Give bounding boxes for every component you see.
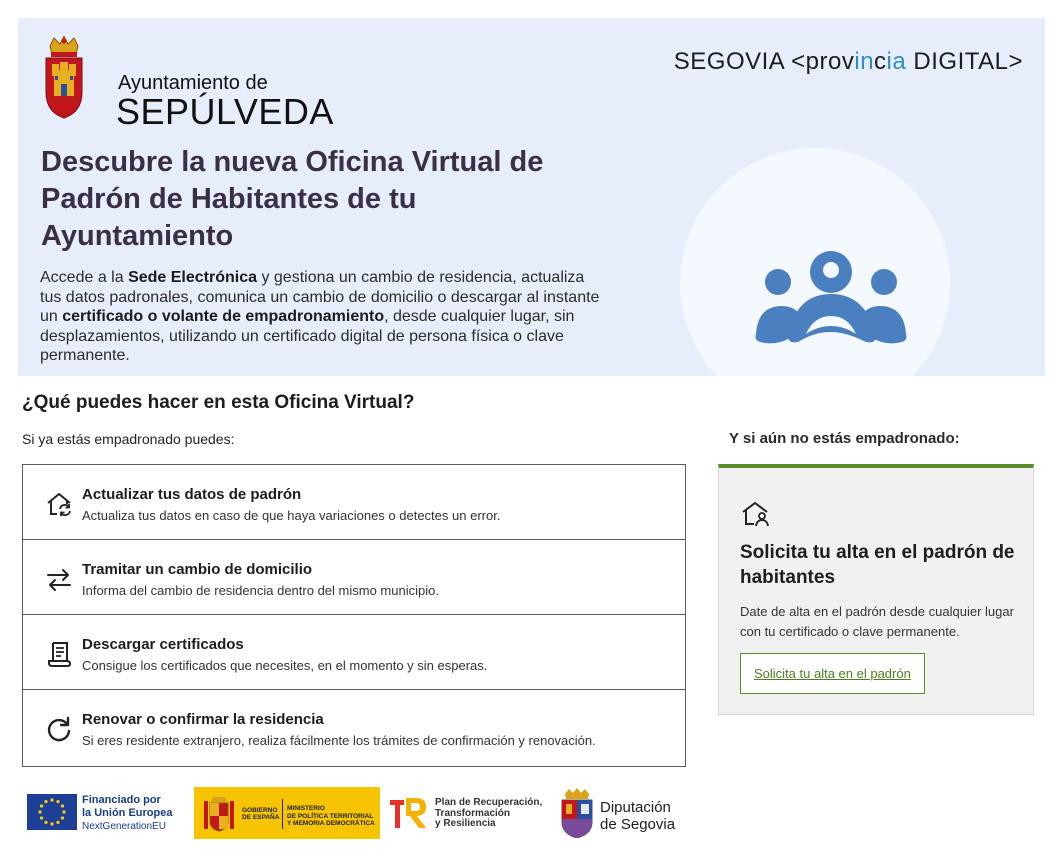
eu-line1: Financiado por — [82, 794, 161, 806]
logo-line1: Ayuntamiento de — [118, 72, 268, 94]
divider — [282, 799, 283, 829]
eu-line3: NextGenerationEU — [82, 821, 166, 832]
hero-text-1: Accede a la — [40, 269, 129, 286]
card-text: Date de alta en el padrón desde cualquier lugar con tu certificado o clave permanente. — [740, 604, 1014, 639]
diputacion-text — [600, 799, 675, 833]
service-item-certificates[interactable] — [23, 615, 685, 690]
service-item-renew-residence[interactable] — [23, 690, 685, 766]
gobierno-text — [242, 807, 279, 821]
min-line1: MINISTERIO — [287, 805, 325, 812]
service-title: Tramitar un cambio de domicilio — [82, 561, 313, 578]
refresh-icon — [45, 715, 73, 743]
brand-accent: in — [854, 48, 875, 75]
diputacion-shield-icon — [559, 788, 595, 838]
brand-suffix: DIGITAL> — [906, 48, 1023, 75]
hero-text-3: , desde cualquier lugar, sin desplazamientos, utilizando un certificado digital de persona física o clave permanente. — [40, 308, 575, 364]
hero-description — [40, 268, 600, 366]
hero-banner — [18, 18, 1045, 376]
card-title: Solicita tu alta en el padrón de habitantes — [740, 542, 1015, 588]
min-line3: Y MEMORIA DEMOCRÁTICA — [287, 820, 375, 827]
ministerio-text — [287, 805, 375, 828]
service-title: Descargar certificados — [82, 636, 244, 653]
document-scroll-icon — [45, 640, 73, 668]
brand-prefix: SEGOVIA <prov — [673, 48, 855, 75]
prtr-text — [435, 798, 542, 830]
prtr-line2: Transformación — [435, 807, 511, 819]
service-item-update-data[interactable] — [23, 465, 685, 540]
intro-text: Si ya estás empadronado puedes: — [22, 431, 235, 447]
logo-line2: SEPÚLVEDA — [116, 91, 334, 132]
hero-bold-2: certificado o volante de empadronamiento — [62, 308, 385, 325]
eu-funding-text — [82, 794, 172, 833]
swap-arrows-icon — [45, 565, 73, 593]
dip-line1: Diputación — [600, 799, 671, 816]
hero-bold-1: Sede Electrónica — [128, 269, 258, 286]
eu-flag-icon — [27, 794, 77, 830]
section-title: ¿Qué puedes hacer en esta Oficina Virtual? — [22, 392, 415, 413]
people-group-icon — [736, 236, 926, 356]
service-desc: Informa del cambio de residencia dentro del mismo municipio. — [82, 583, 439, 598]
home-user-icon — [741, 500, 771, 528]
ayuntamiento-logo[interactable] — [40, 36, 334, 132]
service-item-change-address[interactable] — [23, 540, 685, 615]
prtr-logo-icon — [390, 794, 430, 830]
service-title: Renovar o confirmar la residencia — [82, 711, 324, 728]
service-desc: Actualiza tus datos en caso de que haya variaciones o detectes un error. — [82, 508, 501, 523]
spain-shield-icon — [202, 795, 236, 833]
prtr-line3: y Resiliencia — [435, 818, 496, 829]
min-line2: DE POLÍTICA TERRITORIAL — [287, 812, 374, 820]
service-desc: Consigue los certificados que necesites, en el momento y sin esperas. — [82, 658, 488, 673]
prtr-line1: Plan de Recuperación, — [435, 797, 543, 808]
hero-title: Descubre la nueva Oficina Virtual de Padrón de Habitantes de tu Ayuntamiento — [41, 146, 544, 252]
dip-line2: de Segovia — [600, 816, 676, 833]
coat-of-arms-icon — [40, 36, 88, 120]
brand-accent-2: ia — [886, 48, 907, 75]
hero-text-2: y gestiona un cambio de residencia, actualiza tus datos padronales, comunica un cambio de domicilio o descargar al instante un — [40, 269, 600, 325]
gob-line1: GOBIERNO — [242, 807, 278, 814]
services-list — [22, 464, 686, 767]
service-desc: Si eres residente extranjero, realiza fácilmente los trámites de confirmación y renovación. — [82, 733, 596, 748]
service-title: Actualizar tus datos de padrón — [82, 486, 302, 503]
register-button[interactable]: Solicita tu alta en el padrón — [740, 653, 925, 694]
side-label: Y si aún no estás empadronado: — [729, 430, 960, 447]
funding-footer — [0, 780, 1061, 850]
brand-mid: c — [874, 48, 887, 75]
gobierno-espana-logo — [194, 787, 380, 839]
eu-line2: la Unión Europea — [82, 807, 173, 819]
segovia-provincia-digital-logo[interactable] — [674, 48, 1023, 76]
gob-line2: DE ESPAÑA — [242, 814, 280, 821]
home-sync-icon — [45, 490, 73, 518]
register-card — [718, 464, 1034, 715]
